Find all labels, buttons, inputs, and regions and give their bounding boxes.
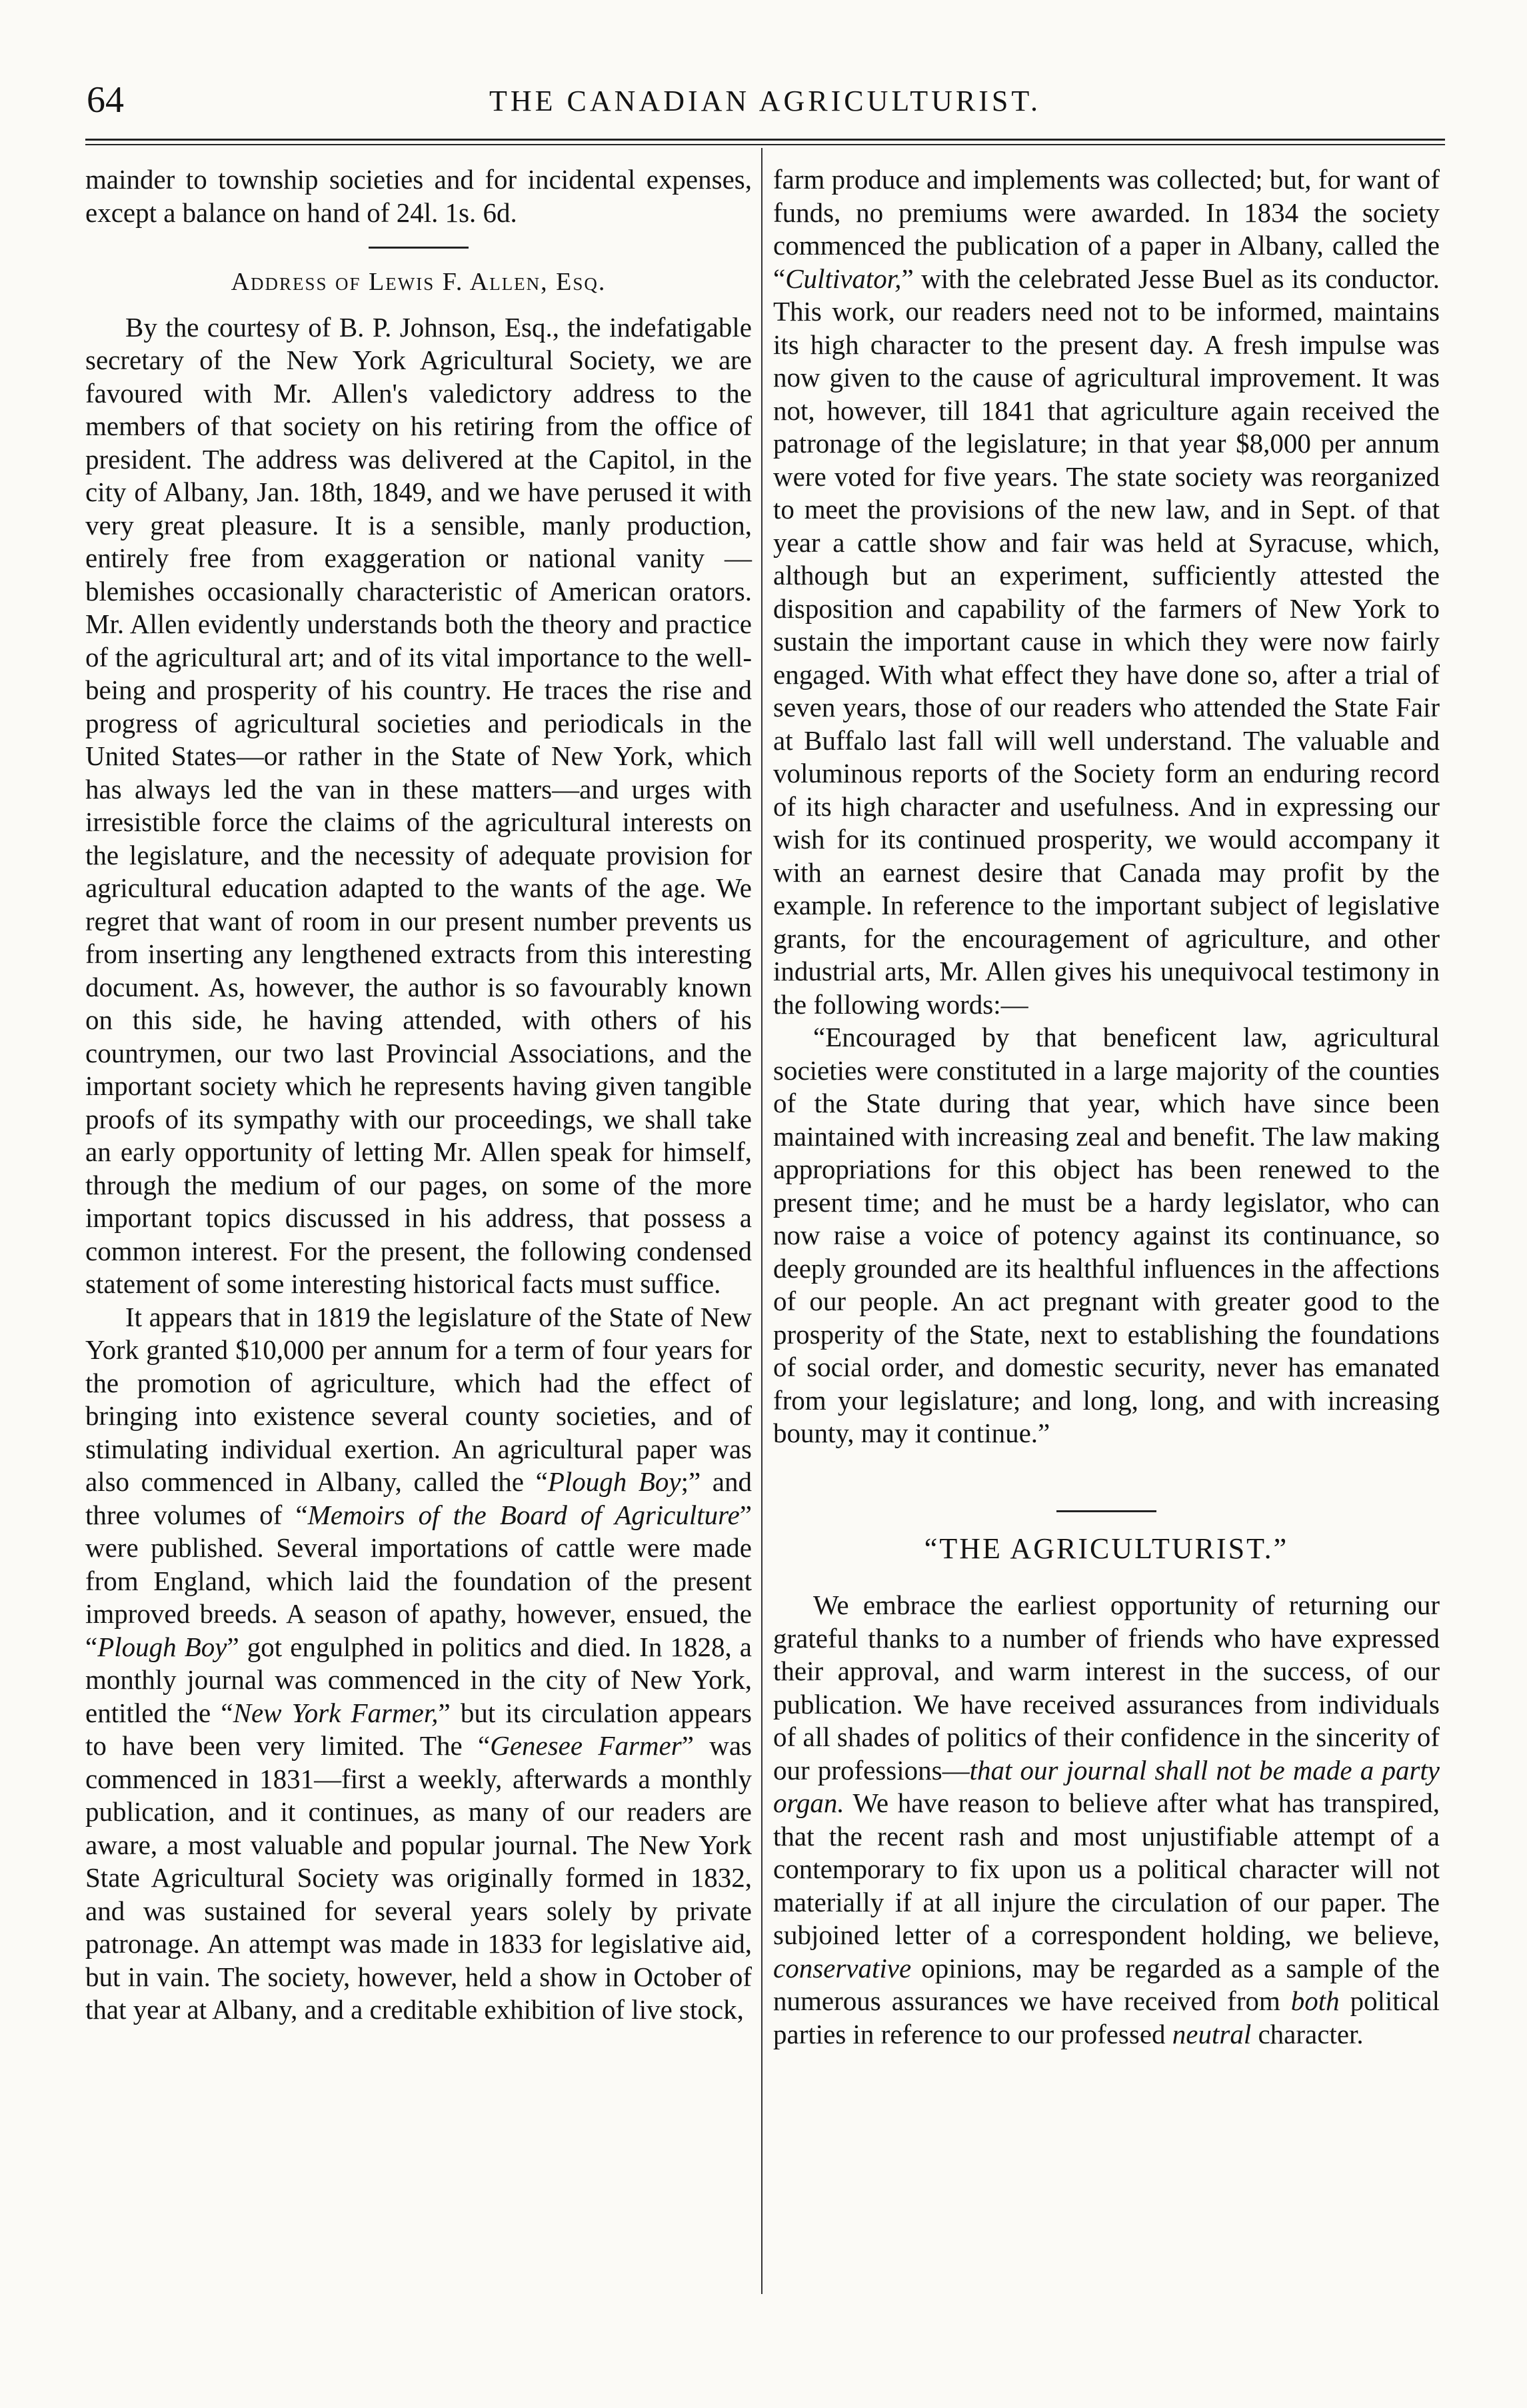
right-column [773, 163, 1440, 2051]
article-heading-agriculturist: “THE AGRICULTURIST.” [924, 1532, 1289, 1565]
section-divider [1056, 1510, 1156, 1512]
article-heading-allen: Address of Lewis F. Allen, Esq. [231, 268, 607, 296]
paragraph-continued: mainder to township societies and for incidental expenses, except a balance on hand of 24l. 1s. 6d. [85, 164, 752, 228]
section-divider [369, 247, 469, 249]
page-header [79, 79, 1452, 132]
quotation-allen: “Encouraged by that beneficent law, agricultural societies were constituted in a large majority of the counties of the State during that year, which have since been maintained with increasing zeal and benefit. The law making appropriations for this object has been renewed to the present time; and he must be a hardy legislator, who can now raise a voice of potency against its continuance, so deeply grounded are its healthful influences in the affections of our people. An act pregnant with greater good to the prosperity of the State, next to establishing the foundations of social order, and domestic security, never has emanated from your legislature; and long, long, and with increasing bounty, may it continue.” [773, 1022, 1440, 1448]
paragraph-agriculturist: We embrace the earliest opportunity of returning our grateful thanks to a number of friends who have expressed their approval, and warm interest in the success, of our publication. We have received assurances from individuals of all shades of politics of their confidence in the sincerity of our professions—that our journal shall not be made a party organ. We have reason to believe after what has transpired, that the recent rash and most unjustifiable attempt of a contemporary to fix upon us a political character will not materially if at all injure the circulation of our paper. The subjoined letter of a correspondent holding, we believe, conservative opinions, may be regarded as a sample of the numerous assurances we have received from both political parties in reference to our professed neutral character. [773, 1590, 1440, 2049]
header-rule [85, 139, 1445, 141]
paragraph-allen-intro: By the courtesy of B. P. Johnson, Esq., the indefatigable secretary of the New York Agricultural Society, we are favoured with Mr. Allen's valedictory address to the members of that society on his retiring from the office of president. The address was delivered at the Capitol, in the city of Albany, Jan. 18th, 1849, and we have perused it with very great pleasure. It is a sensible, manly production, entirely free from exaggeration or national vanity —blemishes occasionally characteristic of American orators. Mr. Allen evidently understands both the theory and practice of the agricultural art; and of its vital importance to the well-being and prosperity of his country. He traces the rise and progress of agricultural societies and periodicals in the United States—or rather in the State of New York, which has always led the van in these matters—and urges with irresistible force the claims of the agricultural interests on the legislature, and the necessity of adequate provision for agricultural education adapted to the wants of the age. We regret that want of room in our present number prevents us from inserting any lengthened extracts from this interesting document. As, however, the author is so favourably known on this side, he having attended, with others of his countrymen, our two last Provincial Associations, and the important society which he represents having given tangible proofs of its sympathy with our proceedings, we shall take an early opportunity of letting Mr. Allen speak for himself, through the medium of our pages, on some of the more important topics discussed in his address, that possess a common interest. For the present, the following condensed statement of some interesting historical facts must suffice. [85, 311, 752, 1299]
page-number: 64 [87, 79, 124, 121]
paragraph-history-continued: farm produce and implements was collected; but, for want of funds, no premiums were awarded. In 1834 the society commenced the publication of a paper in Albany, called the “Cultivator,” with the celebrated Jesse Buel as its conductor. This work, our readers need not to be informed, maintains its high character to the present day. A fresh impulse was now given to the cause of agricultural improvement. It was not, however, till 1841 that agriculture again received the patronage of the legislature; in that year $8,000 per annum were voted for five years. The state society was reorganized to meet the provisions of the new law, and in Sept. of that year a cattle show and fair was held at Syracuse, which, although but an experiment, sufficiently attested the disposition and capability of the farmers of New York to sustain the important cause in which they were now fairly engaged. With what effect they have done so, after a trial of seven years, those of our readers who attended the State Fair at Buffalo last fall will well understand. The valuable and voluminous reports of the Society form an enduring record of its high character and usefulness. And in expressing our wish for its continued prosperity, we would accompany it with an earnest desire that Canada may profit by the example. In reference to the important subject of legislative grants, for the encouragement of agriculture, and other industrial arts, Mr. Allen gives his unequivocal testimony in the following words:— [773, 164, 1440, 1020]
column-divider [761, 148, 763, 2294]
running-title: THE CANADIAN AGRICULTURIST. [489, 85, 1041, 117]
left-column [85, 163, 752, 2027]
paragraph-history: It appears that in 1819 the legislature of the State of New York granted $10,000 per annum for a term of four years for the promotion of agriculture, which had the effect of bringing into existence several county societies, and of stimulating individual exertion. An agricultural paper was also commenced in Albany, called the “Plough Boy;” and three volumes of “Memoirs of the Board of Agriculture” were published. Several importations of cattle were made from England, which laid the foundation of the present improved breeds. A season of apathy, however, ensued, the “Plough Boy” got engulphed in politics and died. In 1828, a monthly journal was commenced in the city of New York, entitled the “New York Farmer,” but its circulation appears to have been very limited. The “Genesee Farmer” was commenced in 1831—first a weekly, afterwards a monthly publication, and it continues, as many of our readers are aware, a most valuable and popular journal. The New York State Agricultural Society was originally formed in 1832, and was sustained for several years solely by private patronage. An attempt was made in 1833 for legislative aid, but in vain. The society, however, held a show in October of that year at Albany, and a creditable exhibition of live stock, [85, 1301, 752, 2025]
header-rule-secondary [85, 144, 1445, 145]
